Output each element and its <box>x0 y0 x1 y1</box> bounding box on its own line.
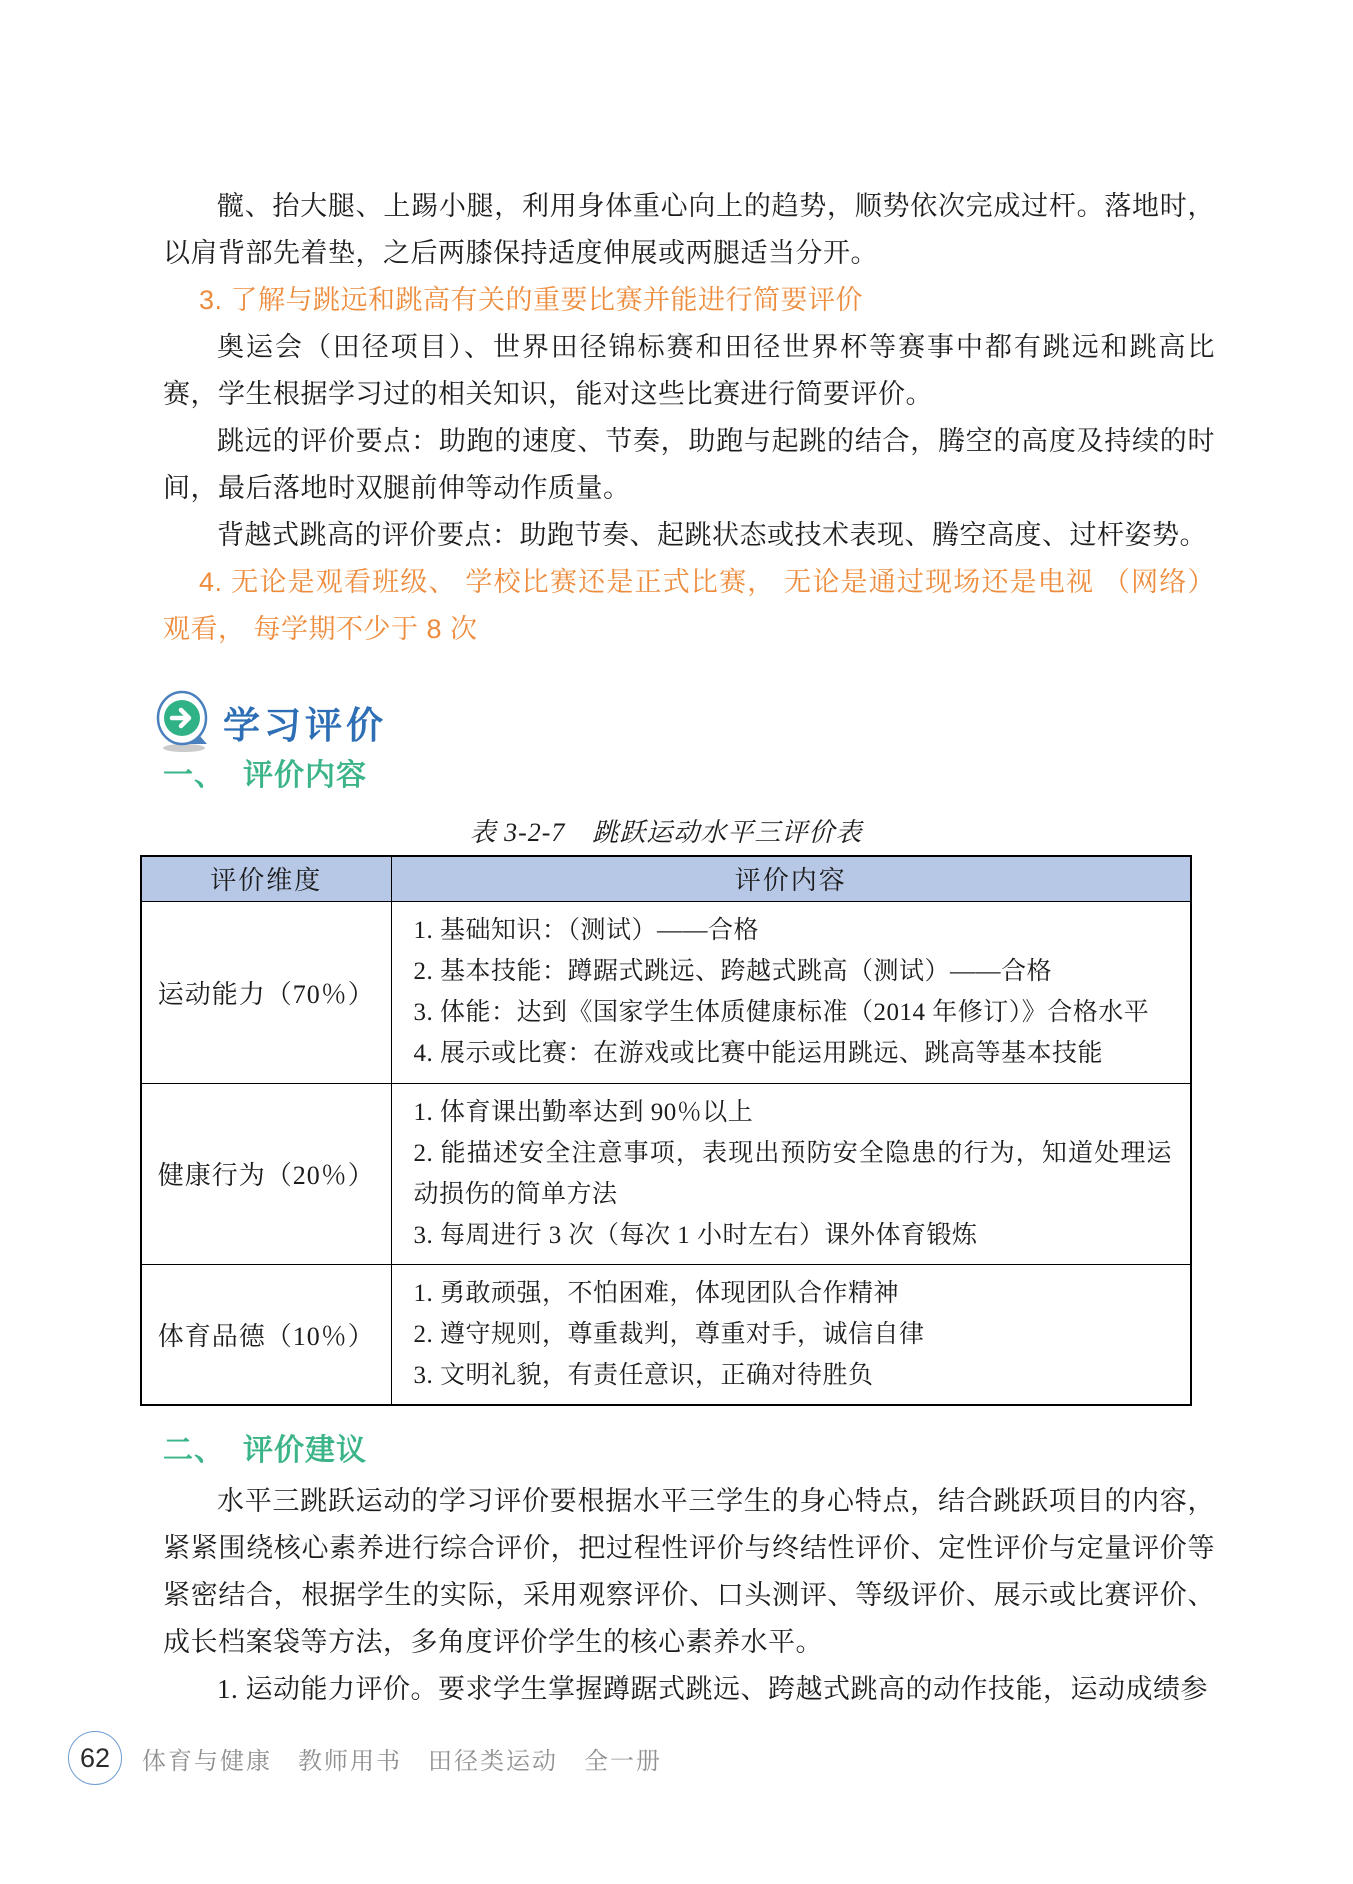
row-item: 1. 体育课出勤率达到 90％以上 <box>413 1098 754 1126</box>
page-content <box>140 183 1216 1713</box>
footer-book-title: 体育与健康 教师用书 田径类运动 全一册 <box>142 1747 662 1775</box>
section-title: 学习评价 <box>223 706 387 747</box>
page-footer <box>68 1731 662 1785</box>
row-item: 3. 每周进行 3 次（每次 1 小时左右）课外体育锻炼 <box>413 1221 978 1249</box>
page-number-badge: 62 <box>68 1731 122 1785</box>
paragraph-continued: 髋、抬大腿、上踢小腿，利用身体重心向上的趋势，顺势依次完成过杆。落地时，以肩背部先着垫，之后两膝保持适度伸展或两腿适当分开。 <box>163 191 1215 268</box>
subheading-number: 二、 <box>163 1433 225 1467</box>
row-item: 1. 基础知识：（测试）——合格 <box>413 917 760 944</box>
paragraph-ability-eval: 1. 运动能力评价。要求学生掌握蹲踞式跳远、跨越式跳高的动作技能，运动成绩参 <box>217 1673 1208 1704</box>
arrow-right-bubble-icon <box>155 690 213 754</box>
evaluation-table <box>140 855 1192 1406</box>
row-item: 4. 展示或比赛：在游戏或比赛中能运用跳远、跳高等基本技能 <box>413 1040 1104 1067</box>
subheading-eval-content <box>163 757 1216 795</box>
row-item: 1. 勇敢顽强，不怕困难，体现团队合作精神 <box>413 1279 900 1307</box>
row-dimension: 健康行为（20％） <box>141 1083 391 1264</box>
row-items <box>391 1264 1191 1405</box>
table-row <box>141 901 1191 1083</box>
table-caption: 表 3-2-7 跳跃运动水平三评价表 <box>469 818 863 847</box>
paragraph-highjump-points: 背越式跳高的评价要点：助跑节奏、起跳状态或技术表现、腾空高度、过杆姿势。 <box>217 520 1207 550</box>
paragraph-olympics: 奥运会（田径项目）、世界田径锦标赛和田径世界杯等赛事中都有跳远和跳高比赛，学生根据学习过的相关知识，能对这些比赛进行简要评价。 <box>163 332 1215 409</box>
subheading-label: 评价内容 <box>243 759 367 792</box>
table-row <box>141 1083 1191 1264</box>
row-item: 2. 基本技能：蹲踞式跳远、跨越式跳高（测试）——合格 <box>413 958 1053 985</box>
row-dimension: 运动能力（70％） <box>141 901 391 1083</box>
table-header-content: 评价内容 <box>391 856 1191 901</box>
row-dimension: 体育品德（10％） <box>141 1264 391 1405</box>
table-row <box>141 1264 1191 1405</box>
subheading-label: 评价建议 <box>243 1433 367 1467</box>
row-items <box>391 1083 1191 1264</box>
orange-heading-point4: 4. 无论是观看班级、 学校比赛还是正式比赛， 无论是通过现场还是电视 （网络）观看， 每学期不少于 8 次 <box>163 567 1215 644</box>
paragraph-advice: 水平三跳跃运动的学习评价要根据水平三学生的身心特点，结合跳跃项目的内容，紧紧围绕核心素养进行综合评价，把过程性评价与终结性评价、定性评价与定量评价等紧密结合，根据学生的实际，采用观察评价、口头测评、等级评价、展示或比赛评价、成长档案袋等方法，多角度评价学生的核心素养水平。 <box>163 1485 1215 1657</box>
subheading-number: 一、 <box>163 759 225 792</box>
orange-heading-point3: 3. 了解与跳远和跳高有关的重要比赛并能进行简要评价 <box>199 285 864 315</box>
paragraph-longjump-points: 跳远的评价要点：助跑的速度、节奏，助跑与起跳的结合，腾空的高度及持续的时间，最后落地时双腿前伸等动作质量。 <box>163 426 1215 503</box>
row-items <box>391 901 1191 1083</box>
subheading-eval-advice <box>163 1432 1216 1470</box>
table-header-dimension: 评价维度 <box>141 856 391 901</box>
row-item: 3. 体能：达到《国家学生体质健康标准（2014 年修订）》合格水平 <box>413 999 1150 1026</box>
row-item: 3. 文明礼貌，有责任意识，正确对待胜负 <box>413 1361 874 1389</box>
row-item: 2. 能描述安全注意事项，表现出预防安全隐患的行为，知道处理运动损伤的简单方法 <box>413 1139 1172 1208</box>
row-item: 2. 遵守规则，尊重裁判，尊重对手，诚信自律 <box>413 1320 925 1348</box>
table-header-row <box>141 856 1191 901</box>
section-header <box>155 687 1216 757</box>
